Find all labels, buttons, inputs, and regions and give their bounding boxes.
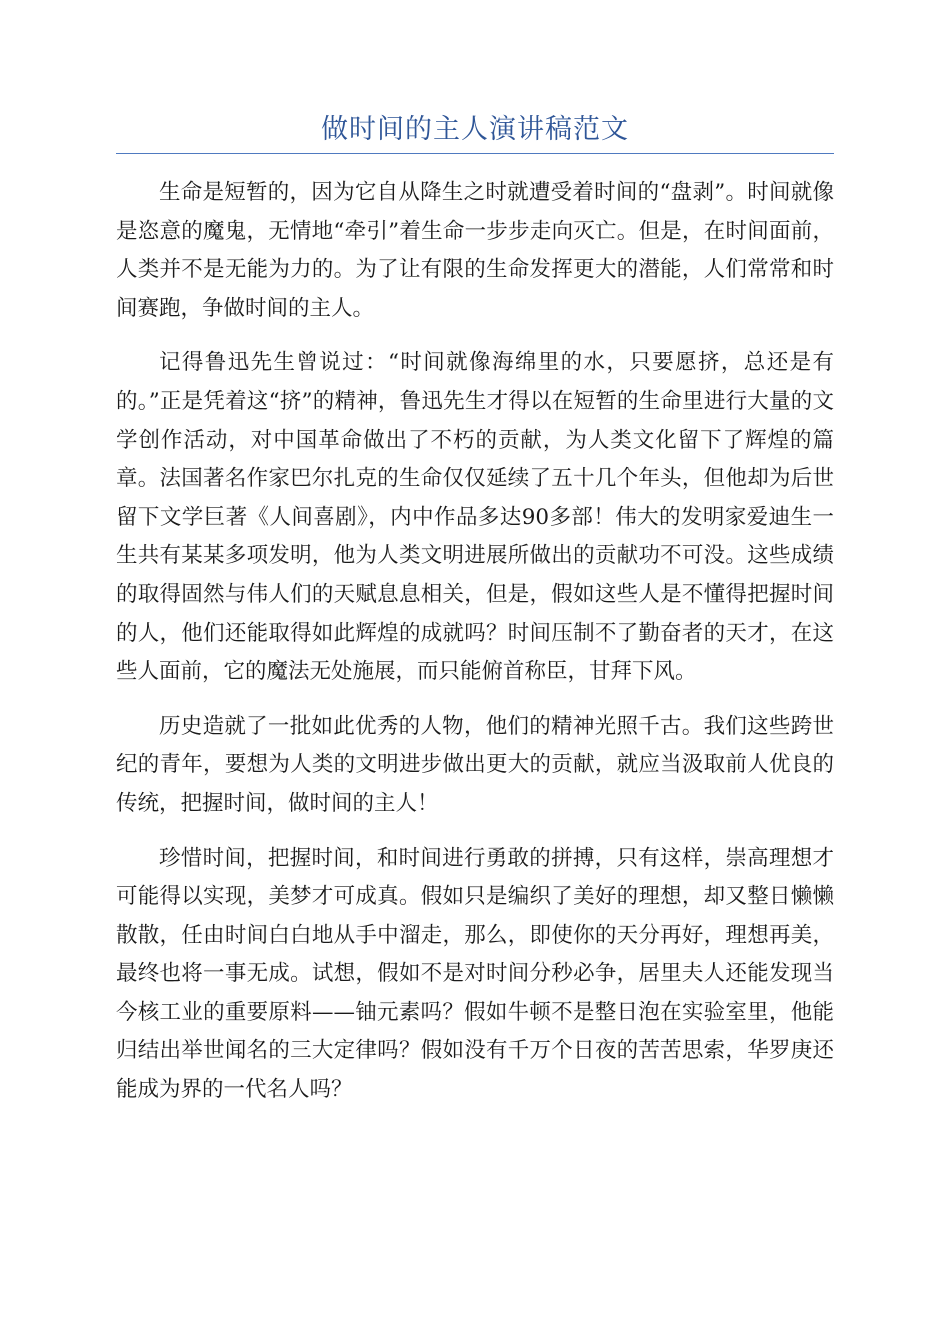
- document-body: [116, 174, 834, 1126]
- paragraph-4: 珍惜时间，把握时间，和时间进行勇敢的拼搏，只有这样，崇高理想才可能得以实现，美梦才可成真。假如只是编织了美好的理想，却又整日懒懒散散，任由时间白白地从手中溜走，那么，即使你的天分再好，理想再美，最终也将一事无成。试想，假如不是对时间分秒必争，居里夫人还能发现当今核工业的重要原料——铀元素吗？假如牛顿不是整日泡在实验室里，他能归结出举世闻名的三大定律吗？假如没有千万个日夜的苦苦思索，华罗庚还能成为界的一代名人吗？: [116, 845, 834, 1103]
- page-title: 做时间的主人演讲稿范文: [321, 114, 629, 145]
- title-underline: [116, 153, 834, 154]
- paragraph-1: 生命是短暂的，因为它自从降生之时就遭受着时间的“盘剥”。时间就像是恣意的魔鬼，无情地“牵引”着生命一步步走向灭亡。但是，在时间面前，人类并不是无能为力的。为了让有限的生命发挥更大的潜能，人们常常和时间赛跑，争做时间的主人。: [116, 180, 834, 321]
- paragraph-2: 记得鲁迅先生曾说过：“时间就像海绵里的水，只要愿挤，总还是有的。”正是凭着这“挤”的精神，鲁迅先生才得以在短暂的生命里进行大量的文学创作活动，对中国革命做出了不朽的贡献，为人类文化留下了辉煌的篇章。法国著名作家巴尔扎克的生命仅仅延续了五十几个年头，但他却为后世留下文学巨著《人间喜剧》，内中作品多达90多部！伟大的发明家爱迪生一生共有某某多项发明，他为人类文明进展所做出的贡献功不可没。这些成绩的取得固然与伟人们的天赋息息相关，但是，假如这些人是不懂得把握时间的人，他们还能取得如此辉煌的成就吗？时间压制不了勤奋者的天才，在这些人面前，它的魔法无处施展，而只能俯首称臣，甘拜下风。: [116, 350, 834, 685]
- paragraph-3: 历史造就了一批如此优秀的人物，他们的精神光照千古。我们这些跨世纪的青年，要想为人类的文明进步做出更大的贡献，就应当汲取前人优良的传统，把握时间，做时间的主人！: [116, 713, 834, 816]
